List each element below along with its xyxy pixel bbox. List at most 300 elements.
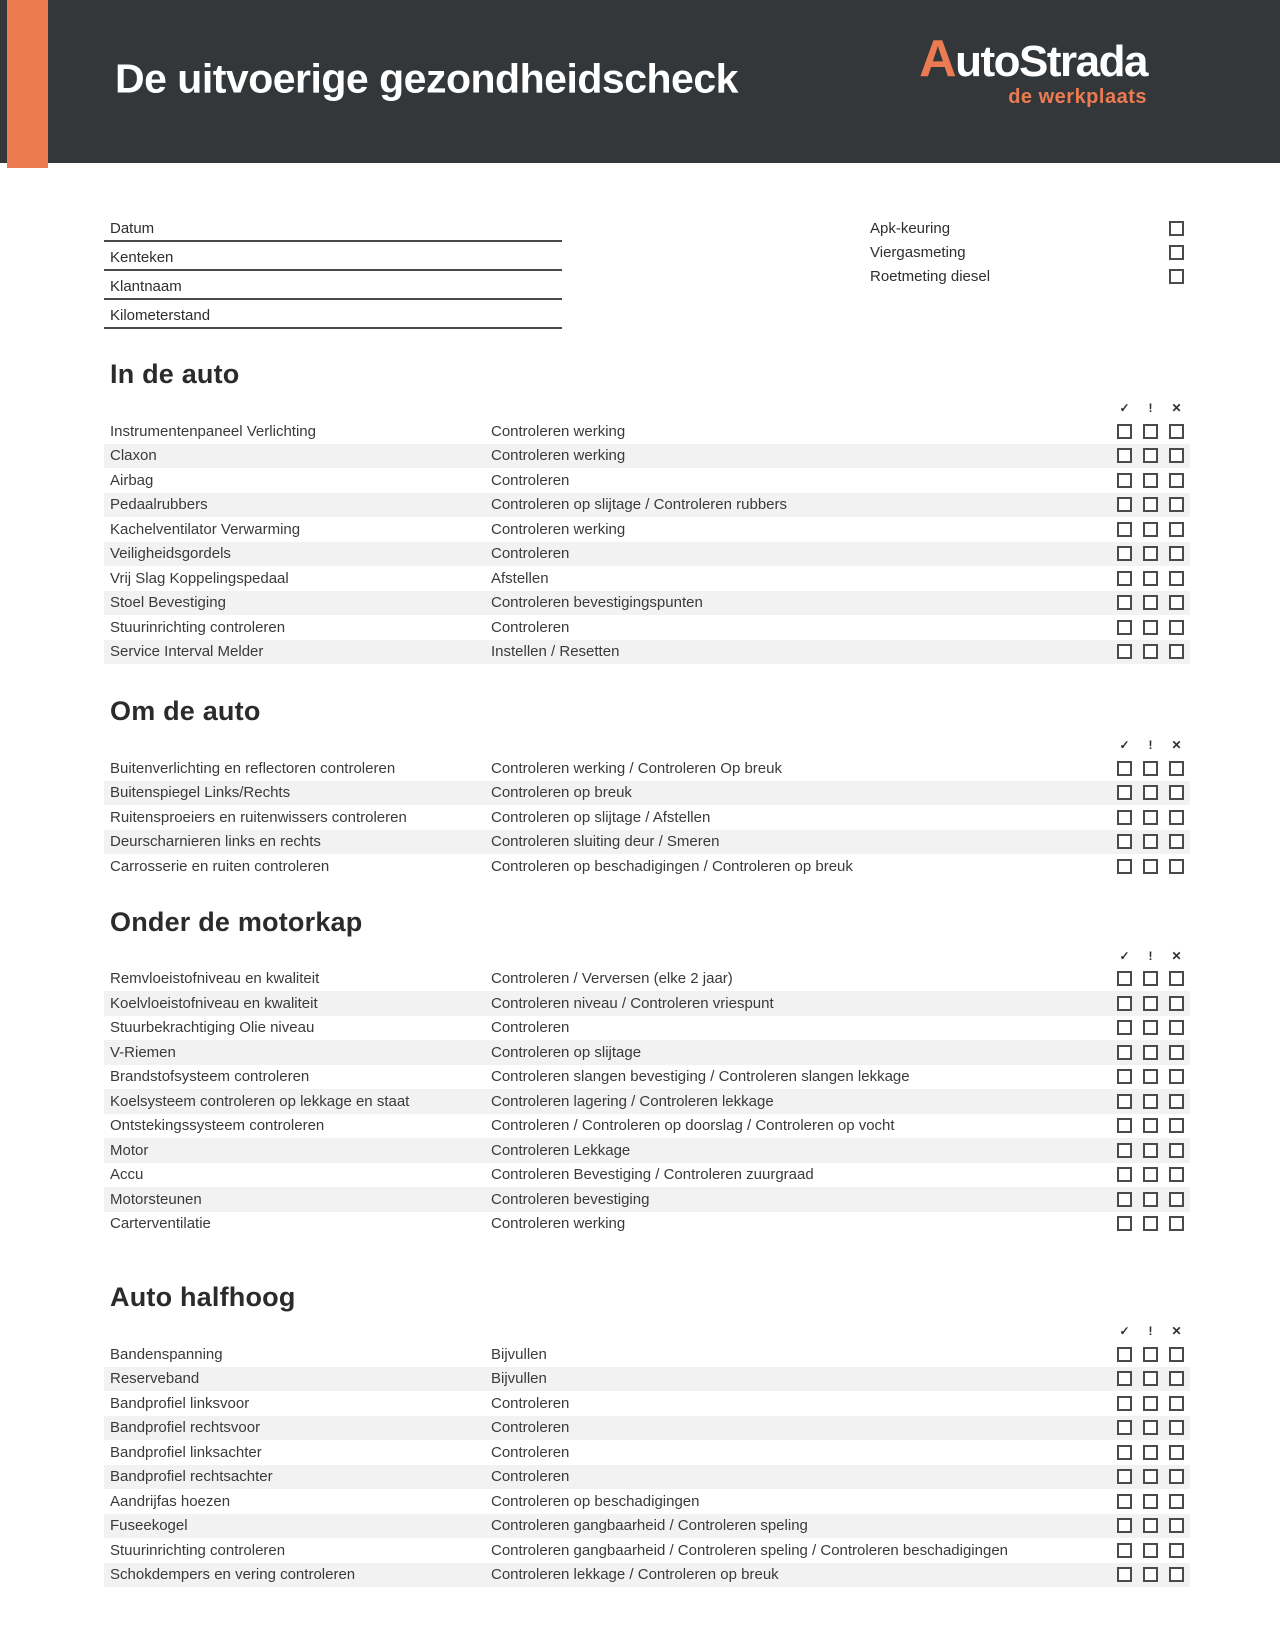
check-warn-checkbox[interactable] (1143, 1518, 1158, 1533)
action-label: Controleren Bevestiging / Controleren zuurgraad (491, 1166, 814, 1184)
section-rows (104, 756, 1190, 879)
check-fail-checkbox[interactable] (1169, 1167, 1184, 1182)
form-field-klantnaam[interactable] (104, 271, 562, 300)
action-label: Controleren (491, 545, 570, 563)
item-label: Bandprofiel linksvoor (110, 1394, 250, 1412)
row-checkboxes (1106, 620, 1190, 635)
table-row (104, 854, 1190, 879)
check-symbols-header (104, 948, 1190, 964)
check-fail-checkbox[interactable] (1169, 859, 1184, 874)
table-row (104, 1563, 1190, 1588)
check-warn-checkbox[interactable] (1143, 1445, 1158, 1460)
row-checkboxes (1106, 1371, 1190, 1386)
section-onder-de-motorkap (104, 907, 1190, 1237)
check-fail-checkbox[interactable] (1169, 522, 1184, 537)
check-ok-checkbox[interactable] (1117, 834, 1132, 849)
row-checkboxes (1106, 834, 1190, 849)
check-fail-checkbox[interactable] (1169, 1494, 1184, 1509)
table-row (104, 640, 1190, 665)
row-checkboxes (1106, 971, 1190, 986)
check-fail-checkbox[interactable] (1169, 1567, 1184, 1582)
check-fail-icon: ✕ (1171, 401, 1182, 415)
check-warn-checkbox[interactable] (1143, 834, 1158, 849)
logo-rest: utoStrada (955, 37, 1147, 86)
check-ok-checkbox[interactable] (1117, 620, 1132, 635)
item-label: Bandenspanning (110, 1345, 223, 1363)
check-fail-checkbox[interactable] (1169, 1420, 1184, 1435)
check-ok-checkbox[interactable] (1117, 424, 1132, 439)
row-checkboxes (1106, 1167, 1190, 1182)
row-checkboxes (1106, 497, 1190, 512)
table-row (104, 1465, 1190, 1490)
check-ok-checkbox[interactable] (1117, 859, 1132, 874)
check-warn-checkbox[interactable] (1143, 1567, 1158, 1582)
check-warn-checkbox[interactable] (1143, 996, 1158, 1011)
row-checkboxes (1106, 1494, 1190, 1509)
check-fail-checkbox[interactable] (1169, 1371, 1184, 1386)
check-warn-checkbox[interactable] (1143, 1118, 1158, 1133)
action-label: Controleren op slijtage / Afstellen (491, 808, 711, 826)
row-checkboxes (1106, 1118, 1190, 1133)
row-checkboxes (1106, 448, 1190, 463)
table-row (104, 1514, 1190, 1539)
check-warn-checkbox[interactable] (1143, 1371, 1158, 1386)
check-warn-checkbox[interactable] (1143, 571, 1158, 586)
logo-subtitle: de werkplaats (1008, 85, 1147, 108)
row-checkboxes (1106, 1143, 1190, 1158)
item-label: Vrij Slag Koppelingspedaal (110, 569, 289, 587)
check-ok-checkbox[interactable] (1117, 996, 1132, 1011)
row-checkboxes (1106, 859, 1190, 874)
checklist-content (104, 0, 1190, 1587)
table-row (104, 1391, 1190, 1416)
check-fail-checkbox[interactable] (1169, 1518, 1184, 1533)
check-fail-checkbox[interactable] (1169, 1445, 1184, 1460)
check-ok-checkbox[interactable] (1117, 1518, 1132, 1533)
check-ok-checkbox[interactable] (1117, 785, 1132, 800)
table-row (104, 967, 1190, 992)
item-label: Koelvloeistofniveau en kwaliteit (110, 994, 318, 1012)
item-label: Service Interval Melder (110, 643, 264, 661)
check-fail-checkbox[interactable] (1169, 1045, 1184, 1060)
check-warn-checkbox[interactable] (1143, 1143, 1158, 1158)
check-warn-checkbox[interactable] (1143, 1396, 1158, 1411)
action-label: Controleren (491, 1394, 570, 1412)
action-label: Bijvullen (491, 1345, 547, 1363)
check-ok-checkbox[interactable] (1117, 1118, 1132, 1133)
action-label: Controleren gangbaarheid / Controleren speling (491, 1517, 808, 1535)
item-label: Kachelventilator Verwarming (110, 520, 301, 538)
field-label: Kenteken (110, 249, 174, 266)
check-warn-checkbox[interactable] (1143, 1494, 1158, 1509)
check-fail-checkbox[interactable] (1169, 473, 1184, 488)
check-warn-checkbox[interactable] (1143, 644, 1158, 659)
section-title: Auto halfhoog (110, 1282, 296, 1312)
check-ok-icon: ✓ (1119, 948, 1130, 963)
check-fail-checkbox[interactable] (1169, 996, 1184, 1011)
row-checkboxes (1106, 810, 1190, 825)
service-row (870, 216, 1184, 240)
check-fail-checkbox[interactable] (1169, 1396, 1184, 1411)
item-label: Schokdempers en vering controleren (110, 1566, 356, 1584)
action-label: Bijvullen (491, 1370, 547, 1388)
row-checkboxes (1106, 1567, 1190, 1582)
table-row (104, 566, 1190, 591)
check-ok-checkbox[interactable] (1117, 644, 1132, 659)
row-checkboxes (1106, 1069, 1190, 1084)
item-label: Reserveband (110, 1370, 200, 1388)
table-row (104, 1163, 1190, 1188)
form-field-kilometerstand[interactable] (104, 300, 562, 329)
table-row (104, 591, 1190, 616)
check-fail-checkbox[interactable] (1169, 1143, 1184, 1158)
action-label: Controleren (491, 1443, 570, 1461)
item-label: Instrumentenpaneel Verlichting (110, 422, 316, 440)
table-row (104, 1367, 1190, 1392)
table-row (104, 756, 1190, 781)
item-label: Brandstofsysteem controleren (110, 1068, 310, 1086)
action-label: Controleren bevestigingspunten (491, 594, 703, 612)
row-checkboxes (1106, 785, 1190, 800)
check-ok-checkbox[interactable] (1117, 1567, 1132, 1582)
item-label: Deurscharnieren links en rechts (110, 833, 321, 851)
check-ok-checkbox[interactable] (1117, 571, 1132, 586)
check-fail-checkbox[interactable] (1169, 620, 1184, 635)
table-row (104, 542, 1190, 567)
check-warn-checkbox[interactable] (1143, 522, 1158, 537)
action-label: Afstellen (491, 569, 549, 587)
check-fail-checkbox[interactable] (1169, 1216, 1184, 1231)
check-ok-icon: ✓ (1119, 738, 1130, 752)
section-om-de-auto (104, 696, 1190, 879)
form-field-kenteken[interactable] (104, 242, 562, 271)
section-in-de-auto (104, 359, 1190, 664)
table-row (104, 781, 1190, 806)
page-title: De uitvoerige gezondheidscheck (115, 55, 738, 102)
action-label: Controleren lagering / Controleren lekkage (491, 1092, 774, 1110)
action-label: Controleren werking (491, 520, 626, 538)
form-field-datum[interactable] (104, 213, 562, 242)
section-title: Onder de motorkap (110, 906, 363, 937)
check-fail-checkbox[interactable] (1169, 546, 1184, 561)
check-fail-checkbox[interactable] (1169, 834, 1184, 849)
action-label: Controleren / Verversen (elke 2 jaar) (491, 970, 733, 988)
action-label: Controleren (491, 618, 570, 636)
check-fail-checkbox[interactable] (1169, 1118, 1184, 1133)
item-label: Stoel Bevestiging (110, 594, 226, 612)
check-ok-checkbox[interactable] (1117, 1445, 1132, 1460)
row-checkboxes (1106, 996, 1190, 1011)
check-symbols-header (104, 737, 1190, 753)
check-ok-checkbox[interactable] (1117, 522, 1132, 537)
item-label: Aandrijfas hoezen (110, 1492, 231, 1510)
check-ok-checkbox[interactable] (1117, 1371, 1132, 1386)
service-label: Viergasmeting (870, 243, 966, 261)
row-checkboxes (1106, 1192, 1190, 1207)
item-label: Ruitensproeiers en ruitenwissers controleren (110, 808, 407, 826)
check-ok-checkbox[interactable] (1117, 546, 1132, 561)
table-row (104, 1342, 1190, 1367)
check-fail-checkbox[interactable] (1169, 571, 1184, 586)
check-fail-checkbox[interactable] (1169, 448, 1184, 463)
check-ok-checkbox[interactable] (1117, 1143, 1132, 1158)
section-rows (104, 967, 1190, 1237)
check-ok-checkbox[interactable] (1117, 1167, 1132, 1182)
action-label: Controleren werking (491, 447, 626, 465)
check-symbols-header (104, 1323, 1190, 1339)
check-warn-checkbox[interactable] (1143, 595, 1158, 610)
action-label: Controleren werking (491, 1215, 626, 1233)
check-ok-checkbox[interactable] (1117, 1494, 1132, 1509)
action-label: Instellen / Resetten (491, 643, 620, 661)
section-title: In de auto (110, 359, 240, 389)
row-checkboxes (1106, 571, 1190, 586)
check-warn-icon: ! (1148, 948, 1153, 963)
check-fail-checkbox[interactable] (1169, 1469, 1184, 1484)
check-fail-checkbox[interactable] (1169, 971, 1184, 986)
check-warn-checkbox[interactable] (1143, 1192, 1158, 1207)
check-warn-icon: ! (1148, 1324, 1153, 1338)
service-label: Apk-keuring (870, 219, 951, 237)
check-fail-checkbox[interactable] (1169, 785, 1184, 800)
action-label: Controleren op beschadigingen / Controleren op breuk (491, 857, 853, 875)
check-ok-checkbox[interactable] (1117, 1094, 1132, 1109)
service-checkbox[interactable] (1169, 245, 1184, 260)
check-fail-icon: ✕ (1171, 738, 1182, 752)
row-checkboxes (1106, 546, 1190, 561)
field-label: Kilometerstand (110, 307, 211, 324)
item-label: Bandprofiel linksachter (110, 1443, 262, 1461)
action-label: Controleren op slijtage / Controleren rubbers (491, 496, 787, 514)
action-label: Controleren op slijtage (491, 1043, 642, 1061)
table-row (104, 830, 1190, 855)
check-fail-checkbox[interactable] (1169, 1543, 1184, 1558)
action-label: Controleren (491, 1419, 570, 1437)
check-warn-icon: ! (1148, 401, 1153, 415)
check-warn-checkbox[interactable] (1143, 1216, 1158, 1231)
check-warn-checkbox[interactable] (1143, 1069, 1158, 1084)
table-row (104, 1089, 1190, 1114)
row-checkboxes (1106, 1469, 1190, 1484)
check-fail-icon: ✕ (1171, 1324, 1182, 1338)
check-warn-checkbox[interactable] (1143, 1543, 1158, 1558)
table-row (104, 1187, 1190, 1212)
row-checkboxes (1106, 1045, 1190, 1060)
row-checkboxes (1106, 1420, 1190, 1435)
form-fields (104, 213, 562, 329)
item-label: Motorsteunen (110, 1190, 202, 1208)
service-label: Roetmeting diesel (870, 267, 991, 285)
row-checkboxes (1106, 644, 1190, 659)
table-row (104, 1440, 1190, 1465)
check-fail-checkbox[interactable] (1169, 1192, 1184, 1207)
check-warn-checkbox[interactable] (1143, 497, 1158, 512)
action-label: Controleren niveau / Controleren vriespunt (491, 994, 774, 1012)
item-label: Airbag (110, 471, 154, 489)
action-label: Controleren (491, 1468, 570, 1486)
item-label: Buitenverlichting en reflectoren controleren (110, 759, 396, 777)
table-row (104, 1065, 1190, 1090)
table-row (104, 493, 1190, 518)
item-label: Stuurinrichting controleren (110, 1541, 286, 1559)
section-rows (104, 419, 1190, 664)
check-fail-checkbox[interactable] (1169, 1347, 1184, 1362)
item-label: Bandprofiel rechtsvoor (110, 1419, 261, 1437)
item-label: Ontstekingssysteem controleren (110, 1117, 325, 1135)
row-checkboxes (1106, 1094, 1190, 1109)
table-row (104, 805, 1190, 830)
check-fail-checkbox[interactable] (1169, 810, 1184, 825)
check-ok-checkbox[interactable] (1117, 761, 1132, 776)
check-symbols-header (104, 400, 1190, 416)
check-ok-checkbox[interactable] (1117, 1347, 1132, 1362)
table-row (104, 1138, 1190, 1163)
item-label: Fuseekogel (110, 1517, 188, 1535)
service-checkbox[interactable] (1169, 269, 1184, 284)
check-warn-checkbox[interactable] (1143, 424, 1158, 439)
field-label: Klantnaam (110, 278, 182, 295)
check-ok-checkbox[interactable] (1117, 497, 1132, 512)
check-warn-checkbox[interactable] (1143, 1469, 1158, 1484)
table-row (104, 1114, 1190, 1139)
check-ok-checkbox[interactable] (1117, 1192, 1132, 1207)
row-checkboxes (1106, 473, 1190, 488)
action-label: Controleren bevestiging (491, 1190, 650, 1208)
row-checkboxes (1106, 522, 1190, 537)
table-row (104, 1016, 1190, 1041)
item-label: Carrosserie en ruiten controleren (110, 857, 330, 875)
check-fail-checkbox[interactable] (1169, 1069, 1184, 1084)
check-warn-checkbox[interactable] (1143, 761, 1158, 776)
check-warn-checkbox[interactable] (1143, 1020, 1158, 1035)
check-warn-checkbox[interactable] (1143, 448, 1158, 463)
item-label: Accu (110, 1166, 144, 1184)
table-row (104, 1538, 1190, 1563)
table-row (104, 991, 1190, 1016)
row-checkboxes (1106, 595, 1190, 610)
check-ok-checkbox[interactable] (1117, 1216, 1132, 1231)
check-fail-checkbox[interactable] (1169, 1094, 1184, 1109)
check-warn-checkbox[interactable] (1143, 620, 1158, 635)
table-row (104, 517, 1190, 542)
table-row (104, 1416, 1190, 1441)
check-ok-checkbox[interactable] (1117, 1420, 1132, 1435)
row-checkboxes (1106, 1020, 1190, 1035)
check-warn-checkbox[interactable] (1143, 859, 1158, 874)
service-row (870, 264, 1184, 288)
section-title: Om de auto (110, 696, 261, 726)
item-label: Koelsysteem controleren op lekkage en staat (110, 1092, 410, 1110)
action-label: Controleren Lekkage (491, 1141, 631, 1159)
check-fail-checkbox[interactable] (1169, 497, 1184, 512)
check-ok-checkbox[interactable] (1117, 595, 1132, 610)
table-row (104, 468, 1190, 493)
field-label: Datum (110, 220, 155, 237)
check-warn-checkbox[interactable] (1143, 473, 1158, 488)
service-checkbox[interactable] (1169, 221, 1184, 236)
check-warn-checkbox[interactable] (1143, 810, 1158, 825)
check-fail-checkbox[interactable] (1169, 761, 1184, 776)
check-ok-checkbox[interactable] (1117, 1469, 1132, 1484)
check-fail-checkbox[interactable] (1169, 595, 1184, 610)
check-ok-icon: ✓ (1119, 1324, 1130, 1338)
action-label: Controleren op beschadigingen (491, 1492, 700, 1510)
check-warn-checkbox[interactable] (1143, 1347, 1158, 1362)
check-ok-checkbox[interactable] (1117, 448, 1132, 463)
row-checkboxes (1106, 1518, 1190, 1533)
check-ok-icon: ✓ (1119, 401, 1130, 415)
table-row (104, 615, 1190, 640)
check-ok-checkbox[interactable] (1117, 1069, 1132, 1084)
service-row (870, 240, 1184, 264)
check-warn-checkbox[interactable] (1143, 1094, 1158, 1109)
check-warn-checkbox[interactable] (1143, 546, 1158, 561)
check-warn-icon: ! (1148, 738, 1153, 752)
service-checklist (870, 216, 1184, 288)
action-label: Controleren sluiting deur / Smeren (491, 833, 720, 851)
table-row (104, 1489, 1190, 1514)
action-label: Controleren gangbaarheid / Controleren speling / Controleren beschadigingen (491, 1541, 1009, 1559)
row-checkboxes (1106, 1543, 1190, 1558)
check-ok-checkbox[interactable] (1117, 1045, 1132, 1060)
item-label: Buitenspiegel Links/Rechts (110, 784, 291, 802)
item-label: Veiligheidsgordels (110, 545, 231, 563)
check-warn-checkbox[interactable] (1143, 785, 1158, 800)
check-ok-checkbox[interactable] (1117, 1396, 1132, 1411)
check-warn-checkbox[interactable] (1143, 971, 1158, 986)
item-label: Carterventilatie (110, 1215, 211, 1233)
action-label: Controleren slangen bevestiging / Controleren slangen lekkage (491, 1068, 910, 1086)
item-label: V-Riemen (110, 1043, 176, 1061)
check-ok-checkbox[interactable] (1117, 1543, 1132, 1558)
accent-strip (7, 0, 48, 168)
action-label: Controleren op breuk (491, 784, 632, 802)
item-label: Claxon (110, 447, 157, 465)
table-row (104, 1212, 1190, 1237)
table-row (104, 1040, 1190, 1065)
check-warn-checkbox[interactable] (1143, 1045, 1158, 1060)
action-label: Controleren / Controleren op doorslag / Controleren op vocht (491, 1117, 895, 1135)
action-label: Controleren werking / Controleren Op breuk (491, 759, 782, 777)
check-warn-checkbox[interactable] (1143, 1167, 1158, 1182)
table-row (104, 444, 1190, 469)
row-checkboxes (1106, 1216, 1190, 1231)
check-warn-checkbox[interactable] (1143, 1420, 1158, 1435)
row-checkboxes (1106, 1445, 1190, 1460)
action-label: Controleren werking (491, 422, 626, 440)
item-label: Motor (110, 1141, 149, 1159)
logo-initial: A (919, 30, 956, 88)
check-fail-checkbox[interactable] (1169, 644, 1184, 659)
sections-container (104, 359, 1190, 1587)
check-ok-checkbox[interactable] (1117, 473, 1132, 488)
action-label: Controleren lekkage / Controleren op breuk (491, 1566, 779, 1584)
item-label: Stuurbekrachtiging Olie niveau (110, 1019, 315, 1037)
check-fail-checkbox[interactable] (1169, 1020, 1184, 1035)
check-ok-checkbox[interactable] (1117, 971, 1132, 986)
table-row (104, 419, 1190, 444)
check-ok-checkbox[interactable] (1117, 810, 1132, 825)
item-label: Remvloeistofniveau en kwaliteit (110, 970, 320, 988)
form-area (104, 213, 1190, 329)
section-rows (104, 1342, 1190, 1587)
item-label: Stuurinrichting controleren (110, 618, 286, 636)
check-ok-checkbox[interactable] (1117, 1020, 1132, 1035)
check-fail-checkbox[interactable] (1169, 424, 1184, 439)
section-auto-halfhoog (104, 1282, 1190, 1587)
row-checkboxes (1106, 1396, 1190, 1411)
row-checkboxes (1106, 1347, 1190, 1362)
